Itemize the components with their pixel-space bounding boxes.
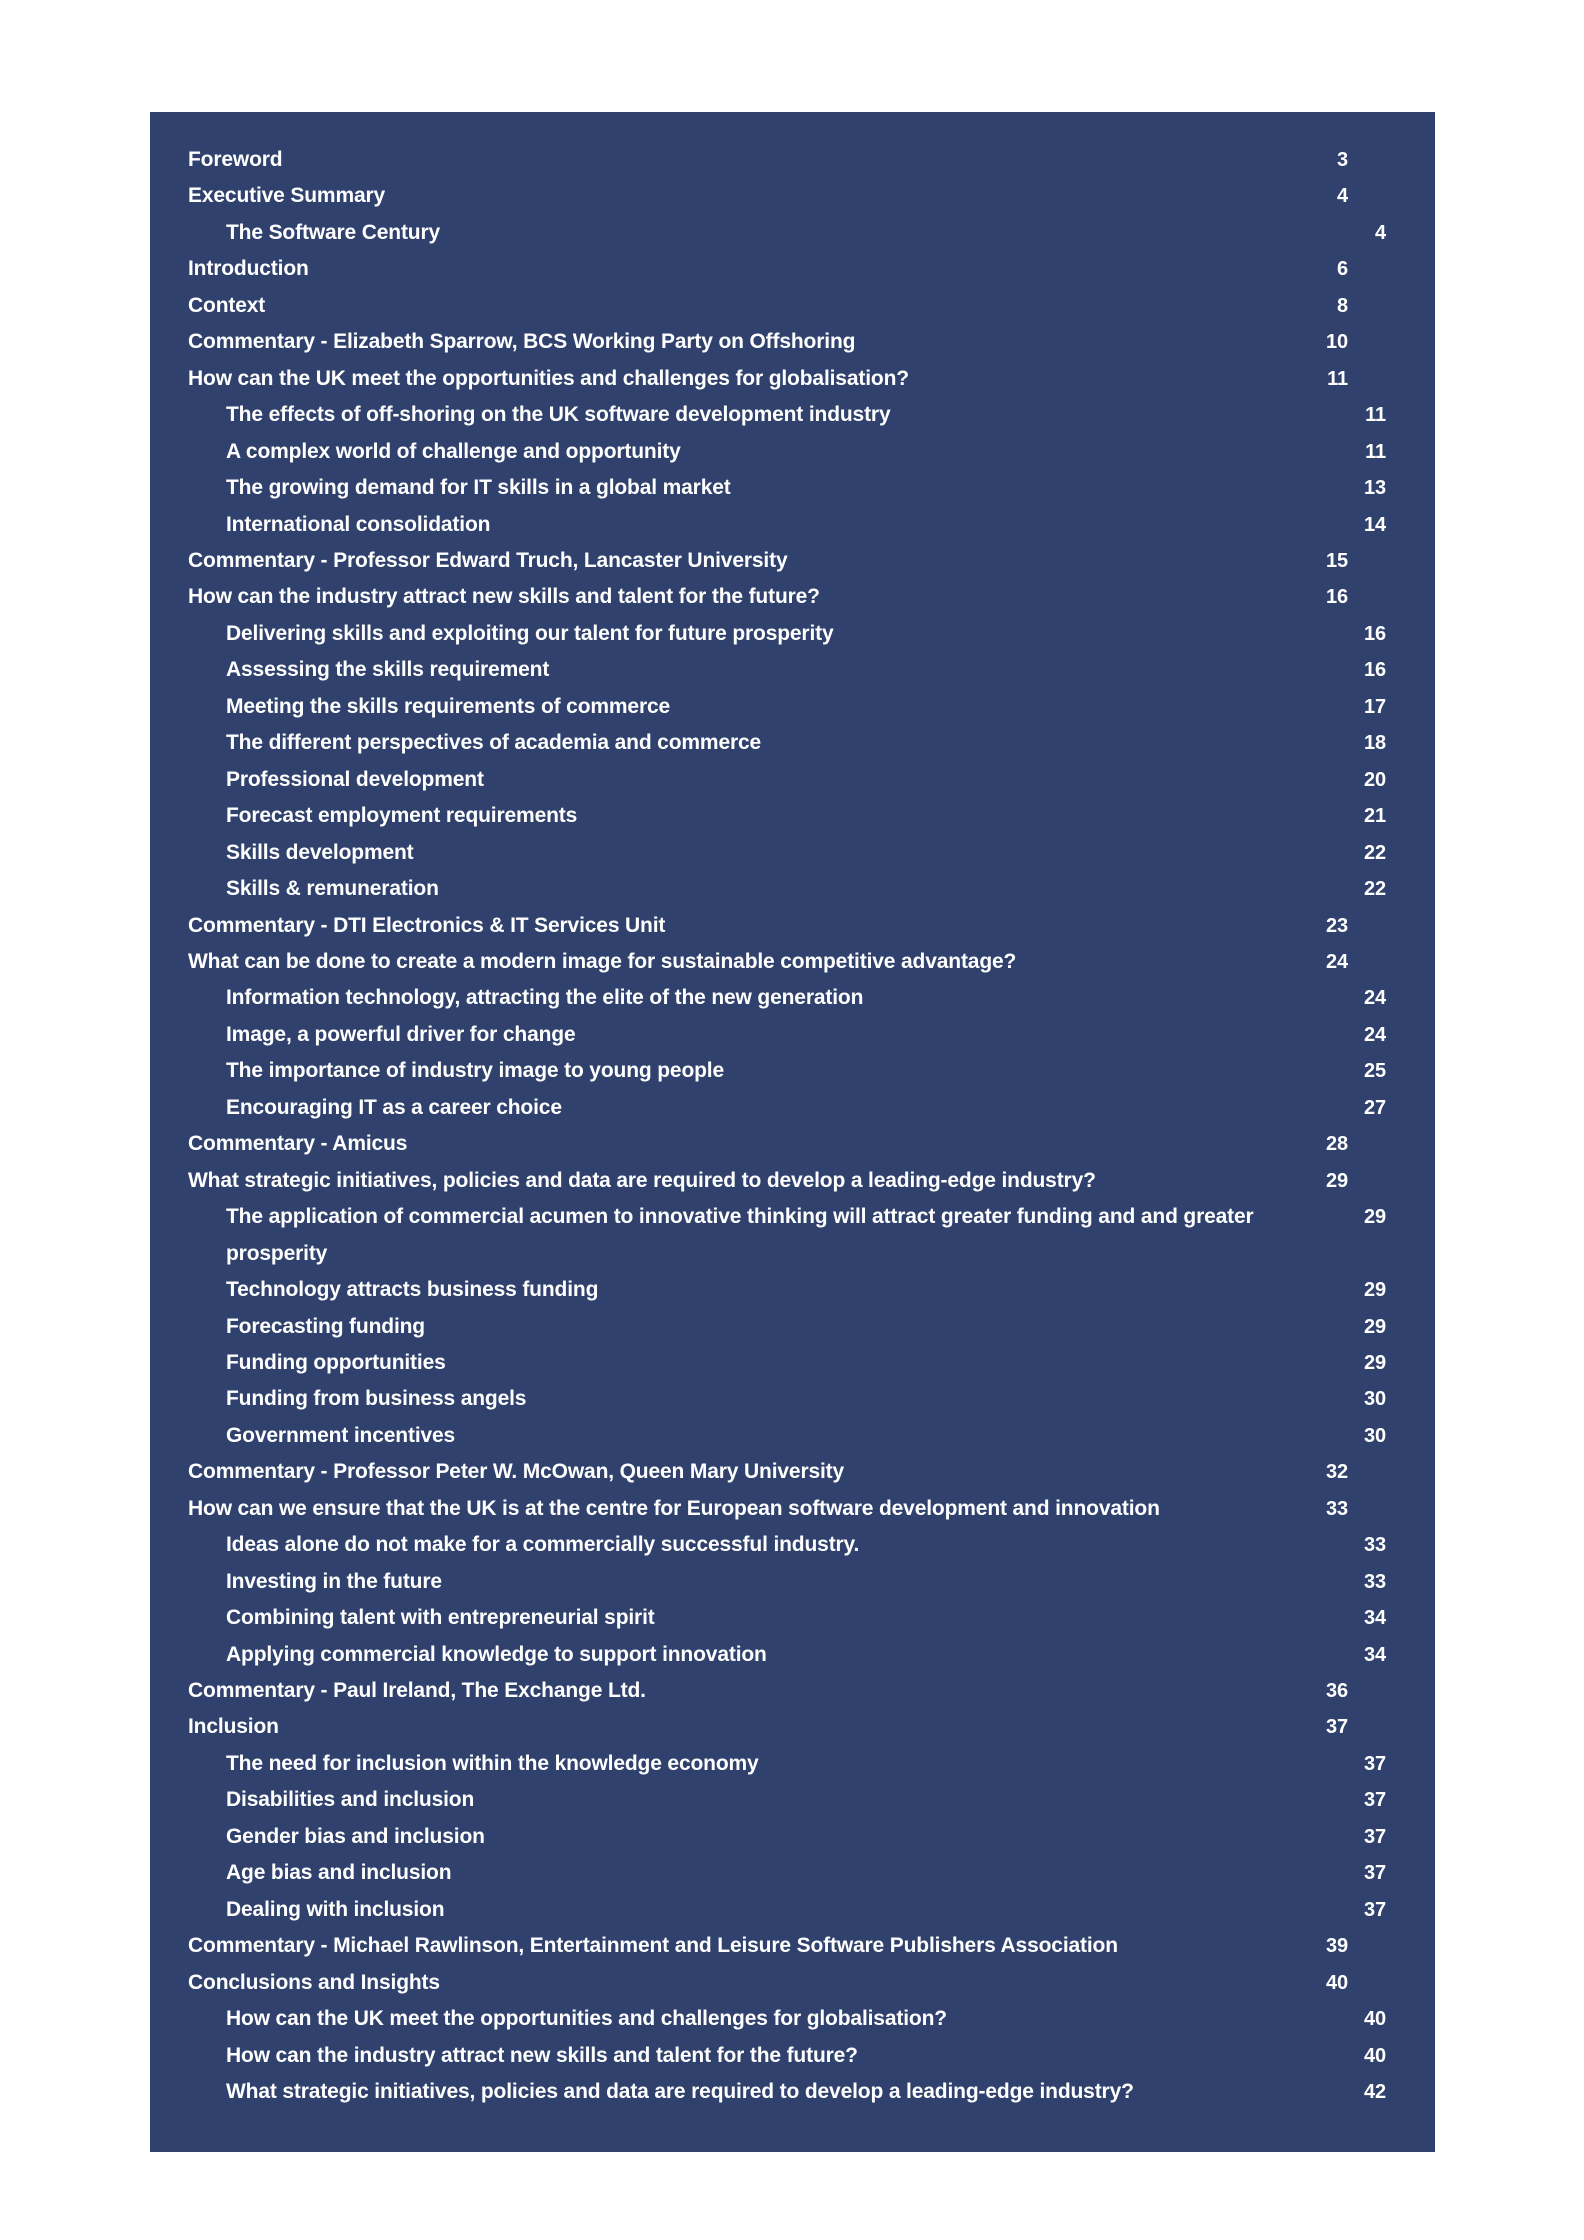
toc-entry-title: Commentary - DTI Electronics & IT Services Unit [188,913,666,937]
toc-entry-title: Commentary - Amicus [188,1132,408,1156]
toc-subsection-entry[interactable] [188,2038,1408,2074]
toc-entry-page-number: 4 [1375,221,1386,244]
toc-entry-title: Combining talent with entrepreneurial spirit [226,1606,655,1630]
toc-entry-page-number: 28 [1326,1133,1348,1156]
toc-entry-page-number: 29 [1364,1351,1386,1374]
toc-entry-page-number: 33 [1326,1497,1348,1520]
toc-subsection-entry[interactable] [188,1819,1408,1855]
toc-entry-page-number: 16 [1364,659,1386,682]
toc-subsection-entry[interactable] [188,1053,1408,1089]
toc-entry-title: A complex world of challenge and opportunity [226,439,681,463]
toc-section-entry[interactable] [188,543,1408,579]
toc-entry-page-number: 23 [1326,914,1348,937]
table-of-contents-list [188,142,1408,2110]
toc-entry-page-number: 40 [1364,2008,1386,2031]
toc-subsection-entry[interactable] [188,2074,1408,2110]
toc-entry-title: Skills & remuneration [226,877,439,901]
toc-entry-page-number: 37 [1364,1898,1386,1921]
toc-subsection-entry[interactable] [188,1855,1408,1891]
toc-subsection-entry[interactable] [188,434,1408,470]
toc-subsection-entry[interactable] [188,1637,1408,1673]
toc-subsection-entry[interactable] [188,1381,1408,1417]
toc-section-entry[interactable] [188,324,1408,360]
toc-subsection-entry[interactable] [188,1017,1408,1053]
toc-subsection-entry[interactable] [188,507,1408,543]
toc-entry-title: The importance of industry image to young people [226,1059,725,1083]
toc-entry-title: Encouraging IT as a career choice [226,1095,562,1119]
toc-subsection-entry[interactable] [188,1892,1408,1928]
toc-entry-page-number: 22 [1364,878,1386,901]
toc-subsection-entry[interactable] [188,616,1408,652]
toc-subsection-entry[interactable] [188,1527,1408,1563]
toc-entry-page-number: 29 [1364,1315,1386,1338]
toc-entry-title: Introduction [188,257,309,281]
toc-entry-title: Skills development [226,840,414,864]
toc-entry-title: How can the industry attract new skills and talent for the future? [188,585,820,609]
toc-entry-title: Foreword [188,148,283,171]
toc-subsection-entry[interactable] [188,652,1408,688]
toc-subsection-entry[interactable] [188,1418,1408,1454]
toc-entry-page-number: 8 [1337,294,1348,317]
toc-entry-page-number: 32 [1326,1461,1348,1484]
toc-entry-page-number: 21 [1364,805,1386,828]
toc-entry-title: The Software Century [226,220,441,244]
toc-entry-title: Funding from business angels [226,1387,527,1411]
toc-entry-page-number: 10 [1326,331,1348,354]
toc-entry-page-number: 34 [1364,1607,1386,1630]
toc-entry-title: The effects of off-shoring on the UK software development industry [226,403,891,427]
toc-entry-page-number: 29 [1326,1169,1348,1192]
toc-entry-title: International consolidation [226,512,491,536]
toc-section-entry[interactable] [188,1163,1408,1199]
toc-entry-page-number: 16 [1326,586,1348,609]
toc-section-entry[interactable] [188,1965,1408,2001]
toc-section-entry[interactable] [188,361,1408,397]
toc-entry-page-number: 18 [1364,732,1386,755]
toc-entry-title: Gender bias and inclusion [226,1824,485,1848]
toc-section-entry[interactable] [188,944,1408,980]
toc-entry-title: How can we ensure that the UK is at the centre for European software development and innovation [188,1496,1160,1520]
toc-subsection-entry[interactable] [188,2001,1408,2037]
toc-entry-title: Investing in the future [226,1569,442,1593]
toc-entry-title: Delivering skills and exploiting our talent for future prosperity [226,621,834,645]
toc-entry-title: Professional development [226,767,484,791]
toc-subsection-entry[interactable] [188,798,1408,834]
toc-entry-title: Commentary - Paul Ireland, The Exchange Ltd. [188,1679,646,1703]
toc-entry-title: Ideas alone do not make for a commercially successful industry. [226,1533,860,1557]
toc-entry-page-number: 14 [1364,513,1386,536]
toc-entry-page-number: 36 [1326,1680,1348,1703]
toc-subsection-entry[interactable] [188,689,1408,725]
toc-entry-title: Applying commercial knowledge to support innovation [226,1642,767,1666]
toc-entry-page-number: 11 [1365,404,1386,427]
toc-entry-page-number: 37 [1364,1752,1386,1775]
toc-entry-title: Commentary - Professor Edward Truch, Lancaster University [188,548,788,572]
toc-entry-title: Forecasting funding [226,1314,425,1338]
toc-entry-page-number: 30 [1364,1424,1386,1447]
toc-entry-page-number: 17 [1364,695,1386,718]
toc-section-entry[interactable] [188,579,1408,615]
toc-subsection-entry[interactable] [188,1746,1408,1782]
toc-entry-page-number: 37 [1364,1862,1386,1885]
toc-entry-title: The need for inclusion within the knowledge economy [226,1751,759,1775]
toc-entry-page-number: 24 [1326,950,1348,973]
toc-entry-title: Executive Summary [188,184,386,208]
toc-entry-page-number: 37 [1326,1716,1348,1739]
toc-entry-title: Meeting the skills requirements of commerce [226,694,671,718]
toc-entry-title: Context [188,293,266,317]
toc-entry-page-number: 37 [1364,1825,1386,1848]
toc-section-entry[interactable] [188,178,1408,214]
toc-entry-title: How can the industry attract new skills and talent for the future? [226,2043,858,2067]
toc-entry-title: What can be done to create a modern image for sustainable competitive advantage? [188,949,1017,973]
toc-entry-page-number: 13 [1364,477,1386,500]
toc-subsection-entry[interactable] [188,1309,1408,1345]
toc-entry-page-number: 27 [1364,1096,1386,1119]
toc-subsection-entry[interactable] [188,215,1408,251]
toc-subsection-entry[interactable] [188,397,1408,433]
toc-subsection-entry[interactable] [188,470,1408,506]
toc-entry-page-number: 11 [1365,440,1386,463]
toc-section-entry[interactable] [188,288,1408,324]
toc-section-entry[interactable] [188,1673,1408,1709]
toc-entry-title: Image, a powerful driver for change [226,1022,576,1046]
toc-entry-page-number: 39 [1326,1935,1348,1958]
toc-entry-page-number: 15 [1326,549,1348,572]
toc-entry-title: Disabilities and inclusion [226,1788,475,1812]
toc-entry-page-number: 25 [1364,1060,1386,1083]
toc-section-entry[interactable] [188,1126,1408,1162]
toc-entry-title: Dealing with inclusion [226,1897,445,1921]
table-of-contents-panel [150,112,1435,2152]
toc-entry-title: What strategic initiatives, policies and data are required to develop a leading-edge industry? [188,1168,1096,1192]
toc-section-entry[interactable] [188,1491,1408,1527]
toc-entry-title: Technology attracts business funding [226,1278,599,1302]
toc-entry-page-number: 33 [1364,1534,1386,1557]
toc-entry-title: The growing demand for IT skills in a global market [226,476,731,500]
toc-section-entry[interactable] [188,251,1408,287]
toc-entry-title: Government incentives [226,1423,456,1447]
toc-entry-page-number: 40 [1326,1971,1348,1994]
toc-entry-title: Commentary - Professor Peter W. McOwan, Queen Mary University [188,1460,845,1484]
toc-subsection-entry[interactable] [188,725,1408,761]
toc-entry-page-number: 24 [1364,1023,1386,1046]
toc-subsection-entry[interactable] [188,835,1408,871]
toc-entry-page-number: 22 [1364,841,1386,864]
toc-entry-page-number: 6 [1337,258,1348,281]
toc-subsection-entry[interactable] [188,1564,1408,1600]
toc-entry-page-number: 29 [1364,1206,1386,1229]
toc-subsection-entry[interactable] [188,871,1408,907]
toc-entry-page-number: 11 [1327,367,1348,390]
toc-entry-title: Forecast employment requirements [226,804,578,828]
toc-entry-title: Assessing the skills requirement [226,658,550,682]
toc-entry-page-number: 33 [1364,1570,1386,1593]
toc-entry-page-number: 16 [1364,622,1386,645]
toc-entry-page-number: 42 [1364,2081,1386,2104]
toc-entry-page-number: 37 [1364,1789,1386,1812]
toc-entry-title: Commentary - Michael Rawlinson, Entertainment and Leisure Software Publishers Association [188,1934,1118,1958]
toc-subsection-entry[interactable] [188,1600,1408,1636]
toc-section-entry[interactable] [188,1709,1408,1745]
toc-section-entry[interactable] [188,908,1408,944]
toc-section-entry[interactable] [188,142,1408,178]
toc-subsection-entry[interactable] [188,1345,1408,1381]
toc-entry-title: How can the UK meet the opportunities and challenges for globalisation? [226,2007,947,2031]
toc-subsection-entry[interactable] [188,1090,1408,1126]
toc-entry-title: The application of commercial acumen to innovative thinking will attract greater funding and and greater prosperity [226,1205,1254,1265]
toc-entry-page-number: 29 [1364,1279,1386,1302]
toc-subsection-entry[interactable] [188,1272,1408,1308]
toc-entry-page-number: 40 [1364,2044,1386,2067]
toc-entry-title: Age bias and inclusion [226,1861,452,1885]
toc-entry-title: Commentary - Elizabeth Sparrow, BCS Working Party on Offshoring [188,330,856,354]
toc-entry-title: Inclusion [188,1715,279,1739]
toc-entry-title: The different perspectives of academia and commerce [226,731,762,755]
toc-section-entry[interactable] [188,1454,1408,1490]
toc-entry-page-number: 34 [1364,1643,1386,1666]
toc-entry-page-number: 4 [1337,185,1348,208]
toc-entry-title: How can the UK meet the opportunities and challenges for globalisation? [188,366,909,390]
toc-subsection-entry[interactable] [188,762,1408,798]
toc-entry-page-number: 3 [1337,149,1348,171]
toc-entry-page-number: 30 [1364,1388,1386,1411]
toc-entry-page-number: 24 [1364,987,1386,1010]
toc-entry-title: Funding opportunities [226,1350,446,1374]
toc-entry-title: What strategic initiatives, policies and data are required to develop a leading-edge industry? [226,2080,1134,2104]
toc-subsection-entry[interactable] [188,1782,1408,1818]
toc-section-entry[interactable] [188,1928,1408,1964]
toc-entry-page-number: 20 [1364,768,1386,791]
toc-subsection-entry[interactable] [188,1199,1408,1272]
toc-entry-title: Conclusions and Insights [188,1970,440,1994]
toc-subsection-entry[interactable] [188,980,1408,1016]
toc-entry-title: Information technology, attracting the elite of the new generation [226,986,864,1010]
